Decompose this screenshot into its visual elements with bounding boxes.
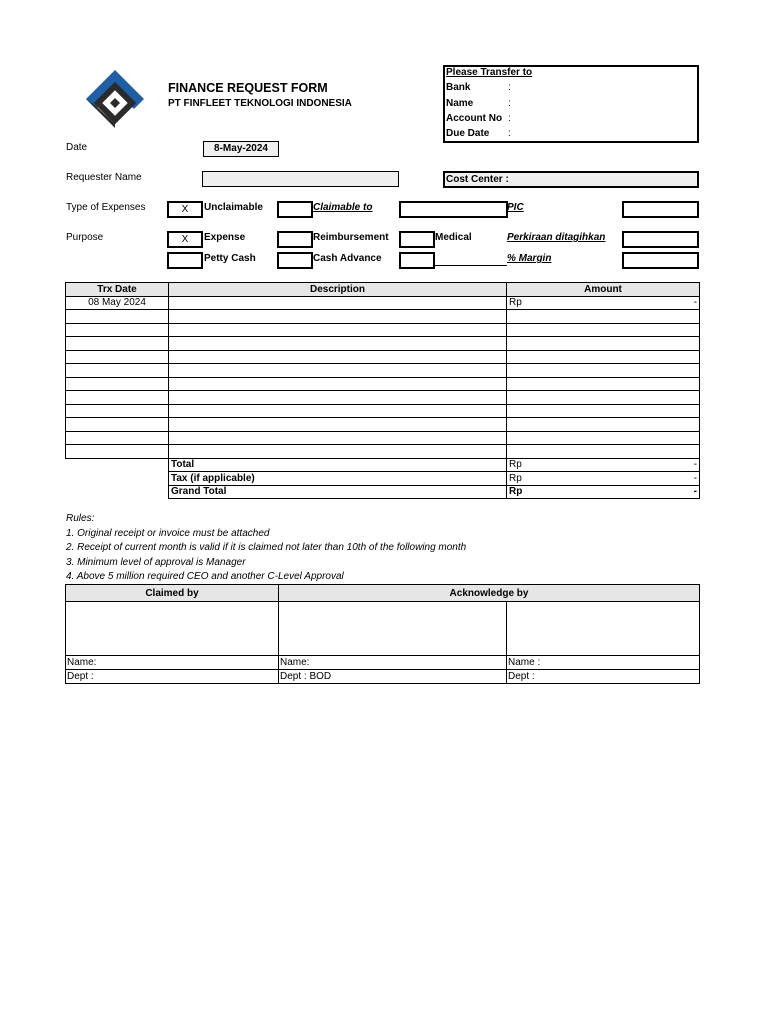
amount-cell[interactable] bbox=[507, 350, 700, 364]
table-row bbox=[66, 431, 700, 445]
trx-date-cell[interactable] bbox=[66, 350, 169, 364]
table-row bbox=[66, 310, 700, 324]
dept-cell[interactable]: Dept : bbox=[507, 670, 700, 684]
company-name: PT FINFLEET TEKNOLOGI INDONESIA bbox=[168, 98, 352, 109]
description-cell[interactable] bbox=[169, 391, 507, 405]
amount-cell[interactable] bbox=[507, 296, 700, 310]
rule-item: 4. Above 5 million required CEO and another C-Level Approval bbox=[66, 571, 344, 582]
table-row bbox=[66, 391, 700, 405]
description-cell[interactable] bbox=[169, 310, 507, 324]
rule-item: 2. Receipt of current month is valid if it is claimed not later than 10th of the following month bbox=[66, 542, 467, 553]
medical-label: Medical bbox=[435, 232, 472, 243]
amount-cell[interactable] bbox=[507, 445, 700, 459]
amount-cell[interactable] bbox=[507, 377, 700, 391]
petty-cash-checkbox[interactable] bbox=[167, 252, 203, 269]
transfer-title: Please Transfer to bbox=[446, 67, 533, 78]
description-cell[interactable] bbox=[169, 364, 507, 378]
cost-center-label: Cost Center : bbox=[446, 174, 509, 185]
table-row bbox=[66, 445, 700, 459]
trx-date-cell[interactable] bbox=[66, 337, 169, 351]
total-amount bbox=[507, 458, 700, 472]
reimbursement-label: Reimbursement bbox=[313, 232, 389, 243]
margin-label: % Margin bbox=[507, 253, 552, 264]
signature-area[interactable] bbox=[66, 602, 279, 656]
margin-field[interactable] bbox=[622, 252, 699, 269]
margin-underline bbox=[435, 265, 507, 266]
cost-center-field[interactable] bbox=[443, 171, 699, 188]
amount-cell[interactable] bbox=[507, 364, 700, 378]
account-colon: : bbox=[508, 113, 511, 124]
signature-area[interactable] bbox=[279, 602, 507, 656]
reimbursement-checkbox[interactable] bbox=[277, 231, 313, 248]
table-row bbox=[66, 418, 700, 432]
name-label: Name bbox=[446, 98, 474, 109]
trx-date-cell[interactable] bbox=[66, 323, 169, 337]
table-row bbox=[66, 404, 700, 418]
due-date-label: Due Date bbox=[446, 128, 490, 139]
spacer-cell bbox=[66, 485, 169, 499]
transactions-table bbox=[65, 282, 700, 499]
medical-checkbox[interactable] bbox=[399, 231, 435, 248]
grand-total-label: Grand Total bbox=[169, 485, 507, 499]
unclaimable-label: Unclaimable bbox=[204, 202, 263, 213]
bank-label: Bank bbox=[446, 82, 471, 93]
description-cell[interactable] bbox=[169, 323, 507, 337]
unclaimable-checkbox[interactable]: X bbox=[167, 201, 203, 218]
trx-date-cell[interactable]: 08 May 2024 bbox=[66, 296, 169, 310]
trx-date-cell[interactable] bbox=[66, 391, 169, 405]
currency-label: Rp bbox=[509, 297, 522, 309]
amount-cell[interactable] bbox=[507, 404, 700, 418]
description-cell[interactable] bbox=[169, 377, 507, 391]
amount-cell[interactable] bbox=[507, 391, 700, 405]
description-cell[interactable] bbox=[169, 445, 507, 459]
purpose-label: Purpose bbox=[66, 232, 104, 243]
header-amount: Amount bbox=[507, 283, 700, 297]
table-row bbox=[66, 337, 700, 351]
table-row bbox=[66, 377, 700, 391]
description-cell[interactable] bbox=[169, 337, 507, 351]
grand-total-row bbox=[66, 485, 700, 499]
rule-item: 3. Minimum level of approval is Manager bbox=[66, 556, 246, 568]
due-date-colon: : bbox=[508, 128, 511, 139]
rule-item: 1. Original receipt or invoice must be attached bbox=[66, 527, 270, 539]
description-cell[interactable] bbox=[169, 296, 507, 310]
tax-row bbox=[66, 472, 700, 486]
trx-date-cell[interactable] bbox=[66, 445, 169, 459]
cash-advance-label: Cash Advance bbox=[313, 253, 382, 264]
tax-label: Tax (if applicable) bbox=[169, 472, 507, 486]
expense-checkbox[interactable]: X bbox=[167, 231, 203, 248]
signature-area[interactable] bbox=[507, 602, 700, 656]
amount-dash: - bbox=[693, 472, 697, 484]
header-trx-date: Trx Date bbox=[66, 283, 169, 297]
amount-cell[interactable] bbox=[507, 431, 700, 445]
date-label: Date bbox=[66, 142, 88, 153]
account-label: Account No bbox=[446, 113, 503, 124]
trx-date-cell[interactable] bbox=[66, 310, 169, 324]
claimable-checkbox[interactable] bbox=[277, 201, 313, 218]
name-colon: : bbox=[508, 98, 511, 109]
grand-total-amount bbox=[507, 485, 700, 499]
amount-dash: - bbox=[693, 486, 697, 498]
trx-date-cell[interactable] bbox=[66, 404, 169, 418]
amount-cell[interactable] bbox=[507, 337, 700, 351]
company-logo bbox=[84, 68, 146, 128]
spacer-cell bbox=[66, 458, 169, 472]
claimable-to-field[interactable] bbox=[399, 201, 508, 218]
expense-type-label: Type of Expenses bbox=[66, 202, 146, 213]
description-cell[interactable] bbox=[169, 431, 507, 445]
form-title: FINANCE REQUEST FORM bbox=[168, 81, 328, 95]
trx-date-cell[interactable] bbox=[66, 418, 169, 432]
table-row bbox=[66, 364, 700, 378]
description-cell[interactable] bbox=[169, 418, 507, 432]
date-field[interactable]: 8-May-2024 bbox=[203, 141, 279, 157]
bank-colon: : bbox=[508, 82, 511, 93]
rules-title: Rules: bbox=[66, 513, 95, 524]
dept-cell[interactable]: Dept : BOD bbox=[279, 670, 507, 684]
currency-label: Rp bbox=[509, 486, 523, 498]
description-cell[interactable] bbox=[169, 350, 507, 364]
table-row bbox=[66, 296, 700, 310]
currency-label: Rp bbox=[509, 472, 522, 484]
total-label: Total bbox=[169, 458, 507, 472]
pic-label: PIC bbox=[507, 202, 524, 213]
signature-table bbox=[65, 584, 700, 684]
header-description: Description bbox=[169, 283, 507, 297]
name-cell[interactable]: Name : bbox=[507, 656, 700, 670]
amount-cell[interactable] bbox=[507, 323, 700, 337]
claimable-label: Claimable to bbox=[313, 202, 373, 213]
trx-date-cell[interactable] bbox=[66, 377, 169, 391]
amount-dash: - bbox=[693, 297, 697, 309]
expense-label: Expense bbox=[204, 232, 246, 243]
trx-date-cell[interactable] bbox=[66, 364, 169, 378]
rules-section bbox=[66, 512, 466, 585]
other-checkbox[interactable] bbox=[399, 252, 435, 269]
table-row bbox=[66, 323, 700, 337]
name-cell[interactable]: Name: bbox=[66, 656, 279, 670]
dept-cell[interactable]: Dept : bbox=[66, 670, 279, 684]
perkiraan-label: Perkiraan ditagihkan bbox=[507, 232, 606, 243]
amount-cell[interactable] bbox=[507, 418, 700, 432]
perkiraan-field[interactable] bbox=[622, 231, 699, 248]
amount-dash: - bbox=[693, 459, 697, 471]
requester-name-field[interactable] bbox=[202, 171, 399, 187]
currency-label: Rp bbox=[509, 459, 522, 471]
requester-label: Requester Name bbox=[66, 172, 142, 183]
description-cell[interactable] bbox=[169, 404, 507, 418]
spacer-cell bbox=[66, 472, 169, 486]
table-header-row bbox=[66, 283, 700, 297]
acknowledge-by-header: Acknowledge by bbox=[279, 585, 700, 602]
total-row bbox=[66, 458, 700, 472]
trx-date-cell[interactable] bbox=[66, 431, 169, 445]
name-cell[interactable]: Name: bbox=[279, 656, 507, 670]
claimed-by-header: Claimed by bbox=[66, 585, 279, 602]
tax-amount[interactable] bbox=[507, 472, 700, 486]
pic-field[interactable] bbox=[622, 201, 699, 218]
petty-cash-label: Petty Cash bbox=[204, 253, 256, 264]
cash-advance-checkbox[interactable] bbox=[277, 252, 313, 269]
amount-cell[interactable] bbox=[507, 310, 700, 324]
table-row bbox=[66, 350, 700, 364]
transfer-box bbox=[443, 65, 699, 143]
